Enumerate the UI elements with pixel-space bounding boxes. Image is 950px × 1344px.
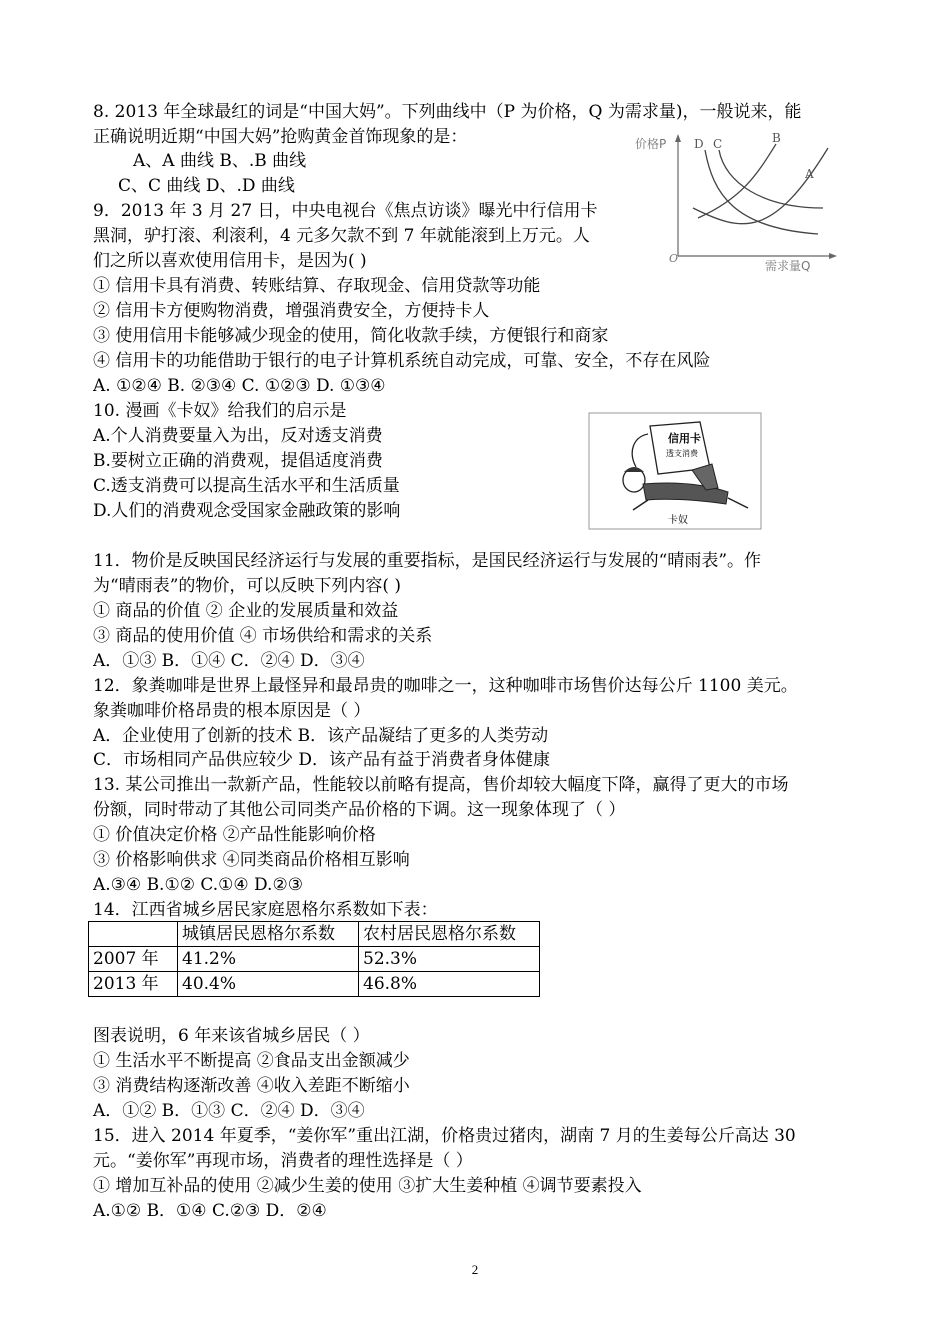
table-cell: 2013 年 [89, 972, 178, 997]
curve-label-d: D [694, 137, 704, 151]
table-header-cell: 城镇居民恩格尔系数 [178, 922, 359, 947]
q14-line1: 14．江西省城乡居民家庭恩格尔系数如下表： [93, 900, 438, 920]
table-row [89, 947, 540, 972]
q13-line1: 13. 某公司推出一款新产品，性能较以前略有提高，售价却较大幅度下降，赢得了更大的市场 [93, 775, 789, 795]
q15-options: ① 增加互补品的使用 ②减少生姜的使用 ③扩大生姜种植 ④调节要素投入 [93, 1176, 642, 1196]
table-cell: 52.3% [359, 947, 540, 972]
q8-line2: 正确说明近期“中国大妈”抢购黄金首饰现象的是： [93, 127, 468, 147]
q9-line2: 黑洞，驴打滚、利滚利，4 元多欠款不到 7 年就能滚到上万元。人 [93, 226, 590, 246]
q15-line1: 15．进入 2014 年夏季，“姜你军”重出江湖，价格贵过猪肉，湖南 7 月的生姜每公斤高达 30 [93, 1126, 796, 1146]
y-axis-arrow-icon [675, 134, 681, 142]
q13-answers: A.③④ B.①② C.①④ D.②③ [93, 875, 303, 895]
card-text-1: 信用卡 [668, 432, 701, 445]
q11-answers: A．①③ B．①④ C．②④ D．③④ [93, 651, 365, 671]
q14-answers: A．①② B．①③ C．②④ D．③④ [93, 1101, 365, 1121]
q12-options-cd: C．市场相同产品供应较少 D．该产品有益于消费者身体健康 [93, 750, 551, 770]
q14-options-12: ① 生活水平不断提高 ②食品支出金额减少 [93, 1051, 410, 1071]
q10-option-a: A.个人消费要量入为出，反对透支消费 [93, 426, 383, 446]
q12-options-ab: A．企业使用了创新的技术 B．该产品凝结了更多的人类劳动 [93, 726, 549, 746]
y-axis-label: 价格P [635, 137, 667, 151]
table-header-cell [89, 922, 178, 947]
q9-answers: A. ①②④ B. ②③④ C. ①②③ D. ①③④ [93, 376, 386, 396]
curve-a [693, 148, 828, 224]
q11-line1: 11．物价是反映国民经济运行与发展的重要指标，是国民经济运行与发展的“晴雨表”。作 [93, 551, 762, 571]
q11-line2: 为“晴雨表”的物价，可以反映下列内容( ) [93, 576, 402, 596]
q9-option-4: ④ 信用卡的功能借助于银行的电子计算机系统自动完成，可靠、安全，不存在风险 [93, 351, 711, 371]
q10-option-c: C.透支消费可以提高生活水平和生活质量 [93, 476, 400, 496]
engel-coefficient-table [88, 921, 540, 997]
q14-line2: 图表说明，6 年来该省城乡居民（ ） [93, 1026, 370, 1046]
q9-option-3: ③ 使用信用卡能够减少现金的使用，简化收款手续，方便银行和商家 [93, 326, 609, 346]
q8-options-ab: A、A 曲线 B、.B 曲线 [133, 151, 307, 171]
q15-answers: A.①② B．①④ C.②③ D．②④ [93, 1201, 327, 1221]
cartoon-caption: 卡奴 [668, 515, 688, 526]
q13-options-12: ① 价值决定价格 ②产品性能影响价格 [93, 825, 376, 845]
demand-curve-chart [633, 128, 843, 273]
q10-option-b: B.要树立正确的消费观，提倡适度消费 [93, 451, 383, 471]
q8-line1: 8. 2013 年全球最红的词是“中国大妈”。下列曲线中（P 为价格，Q 为需求量)，一般说来，能 [93, 102, 802, 122]
page-number: 2 [471, 1262, 479, 1277]
q9-option-2: ② 信用卡方便购物消费，增强消费安全，方便持卡人 [93, 301, 490, 321]
credit-card-drawing [650, 422, 710, 474]
table-cell: 40.4% [178, 972, 359, 997]
table-cell: 2007 年 [89, 947, 178, 972]
x-axis-label: 需求量Q [765, 259, 811, 273]
q10-option-d: D.人们的消费观念受国家金融政策的影响 [93, 501, 401, 521]
q9-line1: 9．2013 年 3 月 27 日，中央电视台《焦点访谈》曝光中行信用卡 [93, 201, 598, 221]
x-axis-arrow-icon [829, 253, 837, 259]
q13-options-34: ③ 价格影响供求 ④同类商品价格相互影响 [93, 850, 410, 870]
q9-line3: 们之所以喜欢使用信用卡，是因为( ) [93, 251, 367, 271]
q8-options-cd: C、C 曲线 D、.D 曲线 [118, 176, 295, 196]
table-row [89, 972, 540, 997]
curve-label-c: C [713, 137, 723, 151]
table-cell: 41.2% [178, 947, 359, 972]
table-header-cell: 农村居民恩格尔系数 [359, 922, 540, 947]
q9-option-1: ① 信用卡具有消费、转账结算、存取现金、信用贷款等功能 [93, 276, 541, 296]
q14-options-34: ③ 消费结构逐渐改善 ④收入差距不断缩小 [93, 1076, 410, 1096]
q11-options-12: ① 商品的价值 ② 企业的发展质量和效益 [93, 601, 399, 621]
card-text-2: 透支消费 [666, 449, 698, 458]
q15-line2: 元。“姜你军”再现市场，消费者的理性选择是（ ） [93, 1151, 473, 1171]
curve-d [705, 150, 818, 234]
q13-line2: 份额，同时带动了其他公司同类产品价格的下调。这一现象体现了（ ） [93, 800, 626, 820]
card-slave-cartoon [588, 412, 763, 530]
q11-options-34: ③ 商品的使用价值 ④ 市场供给和需求的关系 [93, 626, 433, 646]
curve-label-a: A [805, 167, 814, 181]
curve-label-b: B [772, 131, 781, 145]
q10-line1: 10. 漫画《卡奴》给我们的启示是 [93, 401, 347, 421]
table-header-row [89, 922, 540, 947]
table-cell: 46.8% [359, 972, 540, 997]
origin-label: O [669, 252, 679, 265]
q12-line2: 象粪咖啡价格昂贵的根本原因是（ ） [93, 701, 371, 721]
q12-line1: 12．象粪咖啡是世界上最怪异和最昂贵的咖啡之一，这种咖啡市场售价达每公斤 1100 美元。 [93, 676, 798, 696]
